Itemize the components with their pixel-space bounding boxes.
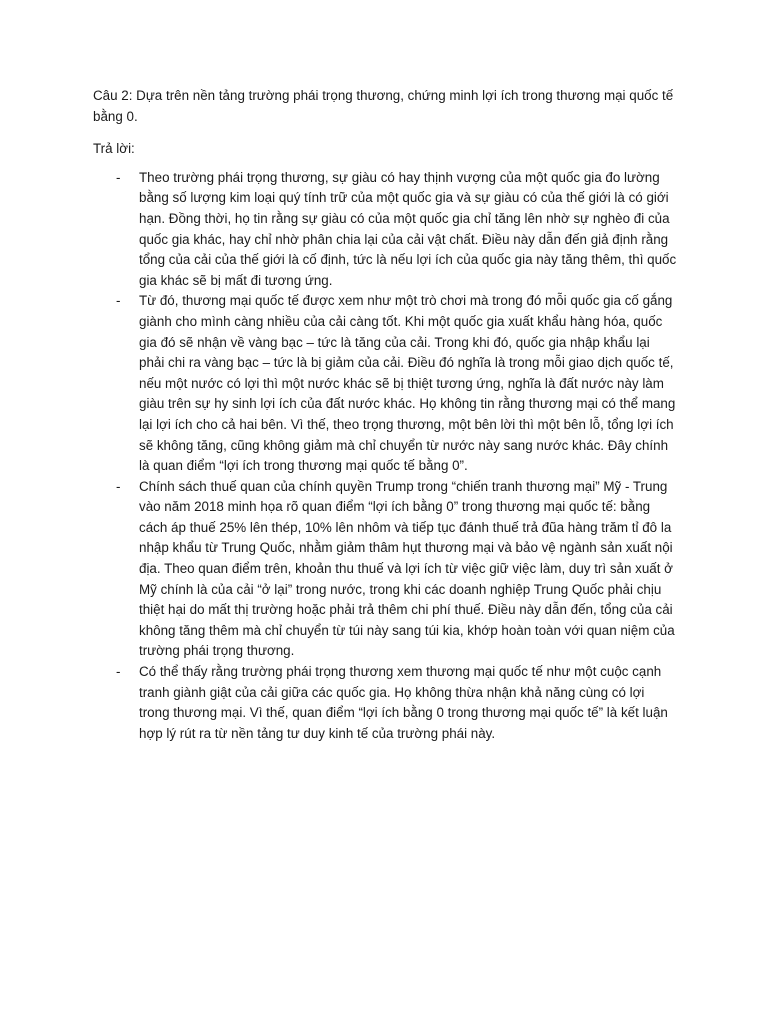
answer-bullet-2 [93, 291, 678, 476]
bullet-dash-icon: - [116, 169, 121, 185]
question-text: Câu 2: Dựa trên nền tảng trường phái trọng thương, chứng minh lợi ích trong thương mại quốc tế bằng 0. [93, 88, 674, 124]
bullet-text: Có thể thấy rằng trường phái trọng thương xem thương mại quốc tế như một cuộc cạnh tranh giành giật của cải giữa các quốc gia. Họ không thừa nhận khả năng cùng có lợi trong thương mại. Vì thế, quan điểm “lợi ích bằng 0 trong thương mại quốc tế” là kết luận hợp lý rút ra từ nền tảng tư duy kinh tế của trường phái này. [139, 664, 668, 741]
bullet-dash-icon: - [116, 293, 121, 309]
bullet-dash-icon: - [116, 664, 121, 680]
bullet-text: Theo trường phái trọng thương, sự giàu có hay thịnh vượng của một quốc gia đo lường bằng số lượng kim loại quý tính trữ của một quốc gia và sự giàu có của thế giới là có giới hạn. Đồng thời, họ tin rằng sự giàu có của một quốc gia chỉ tăng lên nhờ sự nghèo đi của quốc gia khác, hay chỉ nhờ phân chia lại của cải vật chất. Điều này dẫn đến giả định rằng tổng của cải của thế giới là cố định, tức là nếu lợi ích của quốc gia này tăng thêm, thì quốc gia khác sẽ bị mất đi tương ứng. [139, 169, 677, 288]
answer-bullet-list [93, 168, 678, 745]
bullet-dash-icon: - [116, 478, 121, 494]
answer-bullet-4 [93, 662, 678, 744]
document-body [93, 86, 678, 744]
bullet-text: Chính sách thuế quan của chính quyền Trump trong “chiến tranh thương mại” Mỹ - Trung vào năm 2018 minh họa rõ quan điểm “lợi ích bằng 0” trong thương mại quốc tế: bằng cách áp thuế 25% lên thép, 10% lên nhôm và tiếp tục đánh thuế trả đũa hàng trăm tỉ đô la nhập khẩu từ Trung Quốc, nhằm giảm thâm hụt thương mại và bảo vệ ngành sản xuất nội địa. Theo quan điểm trên, khoản thu thuế và lợi ích từ việc giữ việc làm, duy trì sản xuất ở Mỹ chính là của cải “ở lại” trong nước, trong khi các doanh nghiệp Trung Quốc phải chịu thiệt hại do mất thị trường hoặc phải trả thêm chi phí thuế. Điều này dẫn đến, tổng của cải không tăng thêm mà chỉ chuyển từ túi này sang túi kia, khớp hoàn toàn với quan niệm của trường phái trọng thương. [139, 478, 675, 659]
bullet-text: Từ đó, thương mại quốc tế được xem như một trò chơi mà trong đó mỗi quốc gia cố gắng giành cho mình càng nhiều của cải càng tốt. Khi một quốc gia xuất khẩu hàng hóa, quốc gia đó sẽ nhận về vàng bạc – tức là tăng của cải. Trong khi đó, quốc gia nhập khẩu lại phải chi ra vàng bạc – tức là bị giảm của cải. Điều đó nghĩa là trong mỗi giao dịch quốc tế, nếu một nước có lợi thì một nước khác sẽ bị thiệt tương ứng, nghĩa là đất nước này làm giàu trên sự hy sinh lợi ích của đất nước khác. Họ không tin rằng thương mại có thể mang lại lợi ích cho cả hai bên. Vì thế, theo trọng thương, một bên lời thì một bên lỗ, tổng lợi ích sẽ không tăng, cũng không giảm mà chỉ chuyển từ nước này sang nước khác. Đây chính là quan điểm “lợi ích trong thương mại quốc tế bằng 0”. [139, 293, 676, 474]
answer-bullet-1 [93, 168, 678, 292]
answer-bullet-3 [93, 477, 678, 662]
answer-label: Trả lời: [93, 141, 135, 157]
